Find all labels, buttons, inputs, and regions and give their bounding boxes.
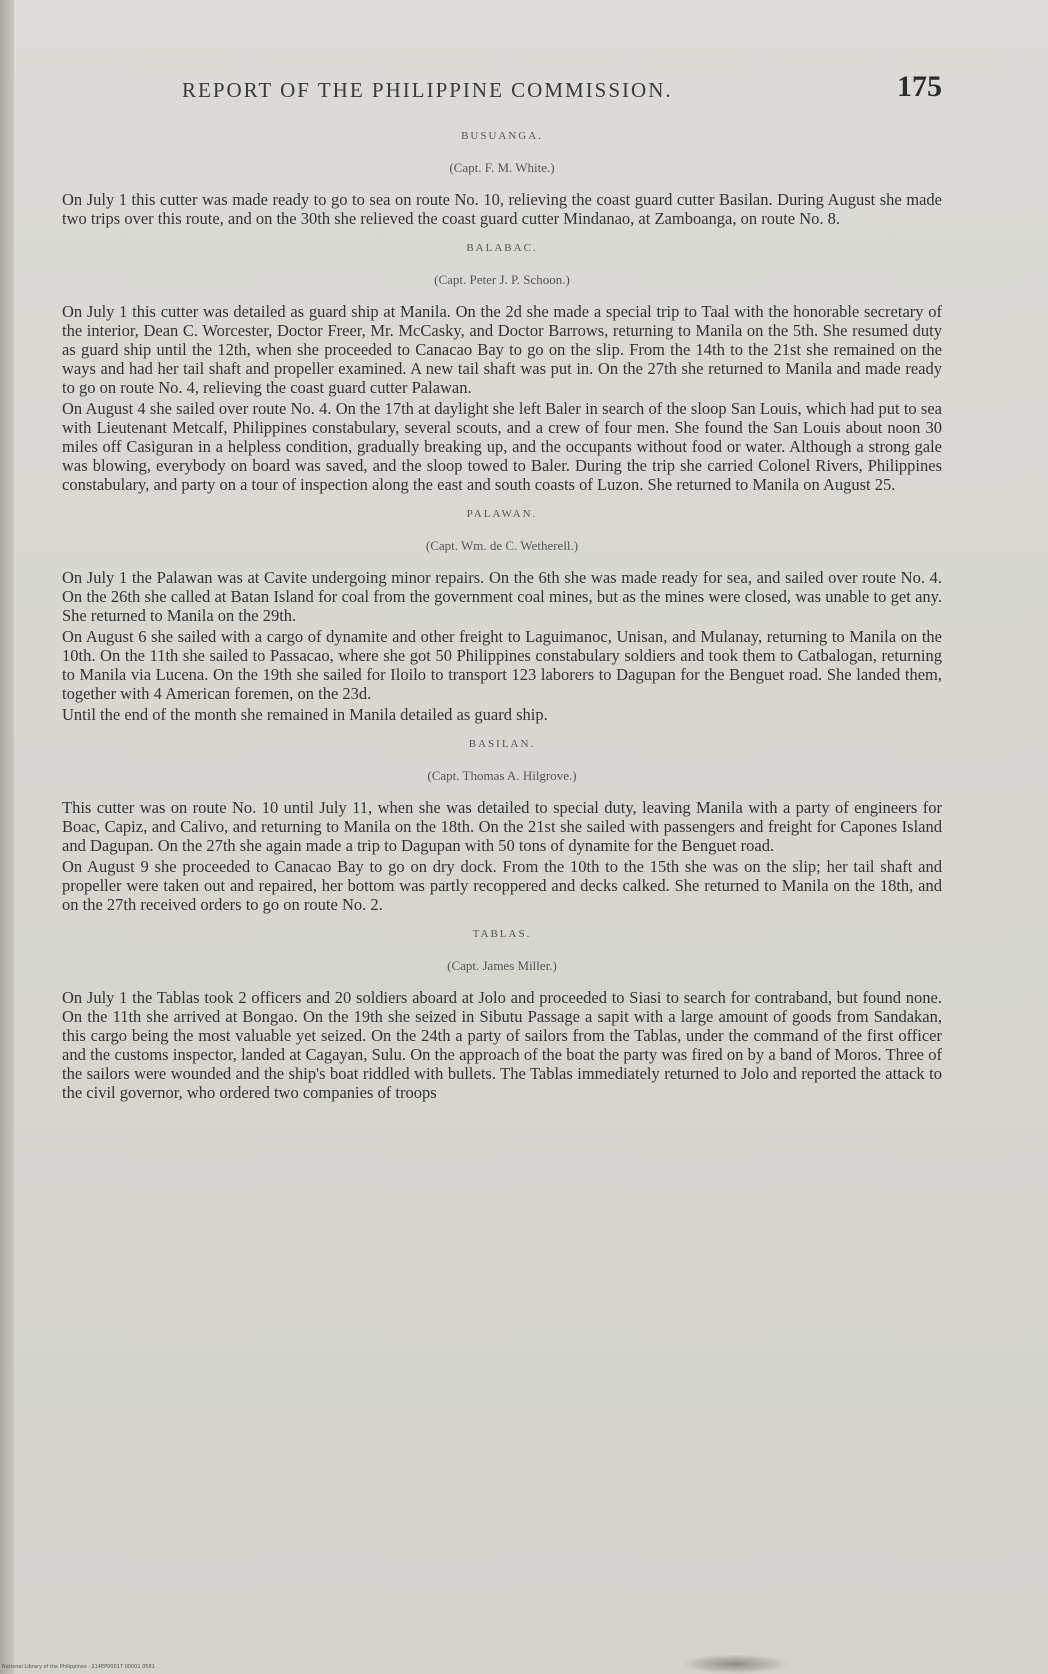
section-palawan bbox=[62, 508, 942, 724]
paragraph: On July 1 the Tablas took 2 officers and 20 soldiers aboard at Jolo and proceeded to Siasi to search for contraband, but found none. On the 11th she arrived at Bongao. On the 19th she seized in Sibutu Passage a sapit with a large amount of goods from Sandakan, this cargo being the most valuable yet seized. On the 24th a party of sailors from the Tablas, under the command of the first officer and the customs inspector, landed at Cagayan, Sulu. On the approach of the boat the party was fired on by a band of Moros. Three of the sailors were wounded and the ship's boat riddled with bullets. The Tablas immediately returned to Jolo and reported the attack to the civil governor, who ordered two companies of troops bbox=[62, 988, 942, 1102]
captain-name: (Capt. James Miller.) bbox=[447, 958, 557, 973]
page-content bbox=[62, 70, 942, 1116]
captain-name: (Capt. F. M. White.) bbox=[449, 160, 555, 175]
section-heading: PALAWAN. bbox=[466, 508, 538, 520]
section-heading: TABLAS. bbox=[472, 928, 532, 940]
scan-shadow bbox=[680, 1654, 790, 1674]
section-busuanga bbox=[62, 130, 942, 228]
section-heading: BALABAC. bbox=[466, 242, 538, 254]
paragraph: On August 4 she sailed over route No. 4. On the 17th at daylight she left Baler in search of the sloop San Louis, which had put to sea with Lieutenant Metcalf, Philippines constabulary, several scouts, and a crew of four men. She found the San Louis about noon 30 miles off Casiguran in a helpless condition, gradually breaking up, and the occupants without food or water. Although a strong gale was blowing, everybody on board was saved, and the sloop towed to Baler. During the trip she carried Colonel Rivers, Philippines constabulary, and party on a tour of inspection along the east and south coasts of Luzon. She returned to Manila on August 25. bbox=[62, 399, 942, 494]
captain-name: (Capt. Peter J. P. Schoon.) bbox=[434, 272, 570, 287]
paragraph: On July 1 the Palawan was at Cavite undergoing minor repairs. On the 6th she was made ready for sea, and sailed over route No. 4. On the 26th she called at Batan Island for coal from the government coal mines, but as the mines were closed, was unable to get any. She returned to Manila on the 29th. bbox=[62, 568, 942, 625]
section-balabac bbox=[62, 242, 942, 494]
section-tablas bbox=[62, 928, 942, 1102]
paragraph: On July 1 this cutter was detailed as guard ship at Manila. On the 2d she made a special trip to Taal with the honorable secretary of the interior, Dean C. Worcester, Doctor Freer, Mr. McCasky, and Doctor Barrows, returning to Manila on the 5th. She resumed duty as guard ship until the 12th, when she proceeded to Canacao Bay to go on the slip. From the 14th to the 21st she remained on the ways and had her tail shaft and propeller examined. A new tail shaft was put in. On the 27th she returned to Manila and made ready to go on route No. 4, relieving the coast guard cutter Palawan. bbox=[62, 302, 942, 397]
paragraph: This cutter was on route No. 10 until July 11, when she was detailed to special duty, leaving Manila with a party of engineers for Boac, Capiz, and Calivo, and returning to Manila on the 18th. On the 21st she sailed with passengers and freight for Capones Island and Dagupan. On the 27th she again made a trip to Dagupan with 50 tons of dynamite for the Benguet road. bbox=[62, 798, 942, 855]
paragraph: Until the end of the month she remained in Manila detailed as guard ship. bbox=[62, 705, 548, 724]
section-heading: BASILAN. bbox=[468, 738, 536, 750]
paragraph: On August 9 she proceeded to Canacao Bay to go on dry dock. From the 10th to the 15th she was on the slip; her tail shaft and propeller were taken out and repaired, her bottom was partly recoppered and decks calked. She returned to Manila on the 18th, and on the 27th received orders to go on route No. 2. bbox=[62, 857, 942, 914]
page-left-edge bbox=[0, 0, 14, 1674]
paragraph: On August 6 she sailed with a cargo of dynamite and other freight to Laguimanoc, Unisan, and Mulanay, returning to Manila on the 10th. On the 11th she sailed to Passacao, where she got 50 Philippines constabulary soldiers and took them to Catbalogan, returning to Manila via Lucena. On the 19th she sailed for Iloilo to transport 123 laborers to Dagupan for the Benguet road. She landed them, together with 4 American foremen, on the 23d. bbox=[62, 627, 942, 703]
captain-name: (Capt. Thomas A. Hilgrove.) bbox=[427, 768, 577, 783]
page-number: 175 bbox=[897, 70, 942, 103]
captain-name: (Capt. Wm. de C. Wetherell.) bbox=[425, 538, 579, 553]
paragraph: On July 1 this cutter was made ready to go to sea on route No. 10, relieving the coast guard cutter Basilan. During August she made two trips over this route, and on the 30th she relieved the coast guard cutter Mindanao, at Zamboanga, on route No. 8. bbox=[62, 190, 942, 228]
section-heading: BUSUANGA. bbox=[461, 130, 543, 142]
running-head bbox=[62, 70, 942, 110]
archive-stamp: National Library of the Philippines · 214EP00017 00001 0581 bbox=[2, 1664, 155, 1670]
running-title: REPORT OF THE PHILIPPINE COMMISSION. bbox=[182, 78, 673, 102]
section-basilan bbox=[62, 738, 942, 914]
